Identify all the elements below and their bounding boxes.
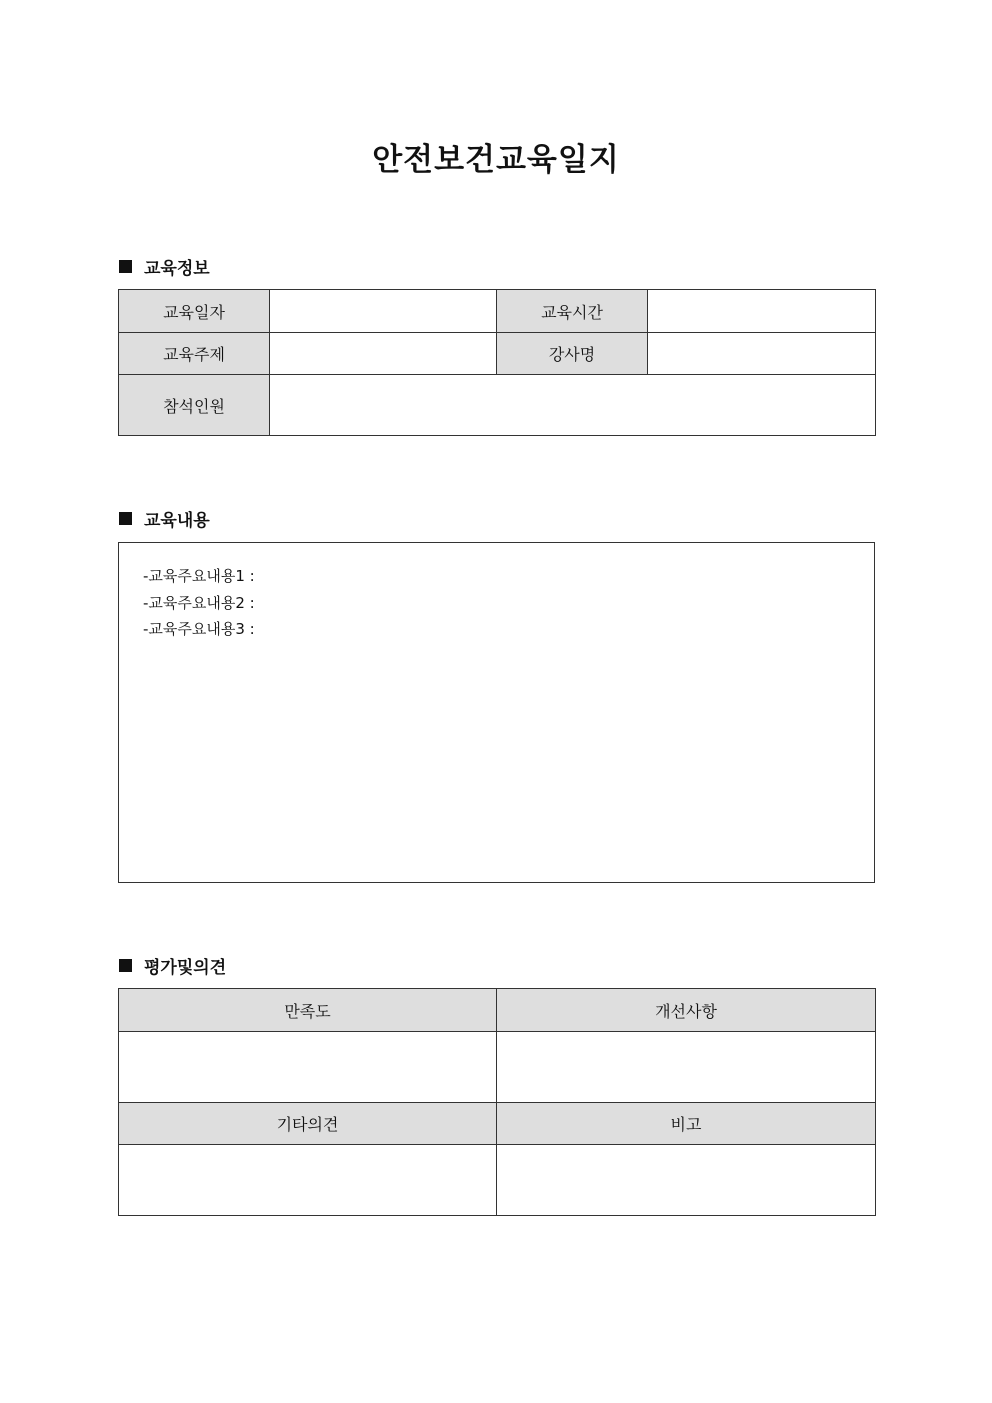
section-heading-content: [119, 506, 210, 531]
label-improvements: 개선사항: [497, 989, 876, 1032]
content-line-3: -교육주요내용3 :: [143, 620, 255, 638]
square-bullet-icon: [119, 512, 132, 525]
label-other-opinions: 기타의견: [119, 1103, 497, 1145]
section-heading-label: 교육정보: [144, 259, 210, 279]
value-remarks[interactable]: [497, 1145, 876, 1216]
label-attendees: 참석인원: [119, 375, 270, 436]
value-satisfaction[interactable]: [119, 1032, 497, 1103]
section-heading-label: 교육내용: [144, 511, 210, 531]
value-topic[interactable]: [270, 333, 497, 375]
value-time[interactable]: [648, 290, 876, 333]
content-box[interactable]: [118, 542, 875, 883]
section-heading-label: 평가및의견: [144, 958, 227, 978]
label-satisfaction: 만족도: [119, 989, 497, 1032]
label-remarks: 비고: [497, 1103, 876, 1145]
content-line-2: -교육주요내용2 :: [143, 593, 255, 612]
value-improvements[interactable]: [497, 1032, 876, 1103]
label-time: 교육시간: [497, 290, 648, 333]
label-date: 교육일자: [119, 290, 270, 333]
section-heading-evaluation: [119, 953, 226, 978]
value-date[interactable]: [270, 290, 497, 333]
content-line-1: -교육주요내용1 :: [143, 567, 255, 585]
square-bullet-icon: [119, 260, 132, 273]
label-instructor: 강사명: [497, 333, 648, 375]
value-attendees[interactable]: [270, 375, 876, 436]
value-instructor[interactable]: [648, 333, 876, 375]
evaluation-table: [118, 988, 876, 1216]
value-other-opinions[interactable]: [119, 1145, 497, 1216]
section-heading-info: [119, 254, 210, 279]
page-title: 안전보건교육일지: [372, 142, 620, 178]
info-table: [118, 289, 876, 436]
label-topic: 교육주제: [119, 333, 270, 375]
square-bullet-icon: [119, 959, 132, 972]
